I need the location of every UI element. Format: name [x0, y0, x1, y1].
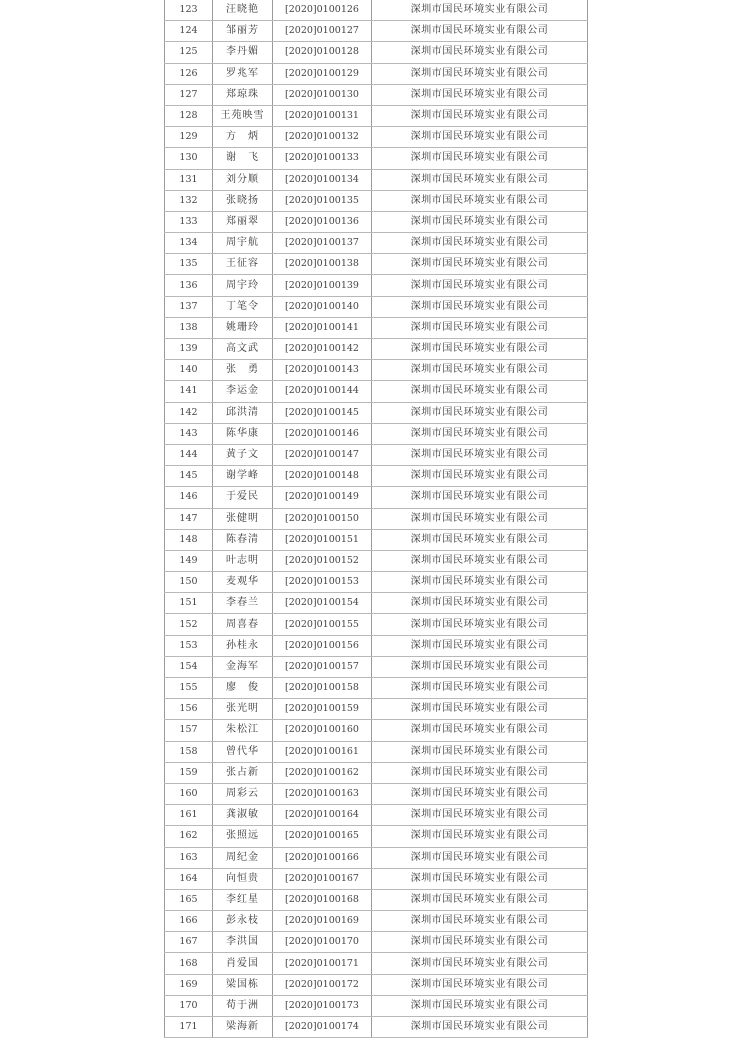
person-name-cell: 罗兆军	[213, 63, 273, 84]
certificate-number-cell: [2020]0100126	[273, 0, 372, 21]
person-name-cell: 陈华康	[213, 423, 273, 444]
organization-cell: 深圳市国民环境实业有限公司	[372, 720, 588, 741]
table-row	[165, 211, 588, 232]
certificate-number-cell: [2020]0100161	[273, 741, 372, 762]
row-number-cell: 126	[165, 63, 213, 84]
row-number-cell: 170	[165, 995, 213, 1016]
organization-cell: 深圳市国民环境实业有限公司	[372, 466, 588, 487]
organization-cell: 深圳市国民环境实业有限公司	[372, 974, 588, 995]
table-row	[165, 275, 588, 296]
certificate-number-cell: [2020]0100140	[273, 296, 372, 317]
row-number-cell: 149	[165, 550, 213, 571]
table-row	[165, 614, 588, 635]
organization-cell: 深圳市国民环境实业有限公司	[372, 762, 588, 783]
organization-cell: 深圳市国民环境实业有限公司	[372, 63, 588, 84]
organization-cell: 深圳市国民环境实业有限公司	[372, 296, 588, 317]
certificate-number-cell: [2020]0100143	[273, 360, 372, 381]
table-row	[165, 63, 588, 84]
certificate-number-cell: [2020]0100150	[273, 508, 372, 529]
person-name-cell: 廖 俊	[213, 678, 273, 699]
certificate-number-cell: [2020]0100138	[273, 254, 372, 275]
table-row	[165, 339, 588, 360]
certificate-number-cell: [2020]0100147	[273, 444, 372, 465]
organization-cell: 深圳市国民环境实业有限公司	[372, 444, 588, 465]
organization-cell: 深圳市国民环境实业有限公司	[372, 932, 588, 953]
certificate-number-cell: [2020]0100159	[273, 699, 372, 720]
organization-cell: 深圳市国民环境实业有限公司	[372, 614, 588, 635]
certificate-number-cell: [2020]0100139	[273, 275, 372, 296]
certificate-number-cell: [2020]0100170	[273, 932, 372, 953]
person-name-cell: 周宇玲	[213, 275, 273, 296]
row-number-cell: 155	[165, 678, 213, 699]
row-number-cell: 169	[165, 974, 213, 995]
table-row	[165, 423, 588, 444]
row-number-cell: 161	[165, 805, 213, 826]
certificate-number-cell: [2020]0100162	[273, 762, 372, 783]
certificate-number-cell: [2020]0100165	[273, 826, 372, 847]
row-number-cell: 153	[165, 635, 213, 656]
certificate-number-cell: [2020]0100174	[273, 1017, 372, 1038]
certificate-number-cell: [2020]0100144	[273, 381, 372, 402]
row-number-cell: 157	[165, 720, 213, 741]
certificate-number-cell: [2020]0100137	[273, 233, 372, 254]
certificate-number-cell: [2020]0100154	[273, 593, 372, 614]
row-number-cell: 167	[165, 932, 213, 953]
row-number-cell: 165	[165, 889, 213, 910]
row-number-cell: 168	[165, 953, 213, 974]
table-row	[165, 466, 588, 487]
organization-cell: 深圳市国民环境实业有限公司	[372, 550, 588, 571]
certificate-number-cell: [2020]0100141	[273, 317, 372, 338]
row-number-cell: 159	[165, 762, 213, 783]
person-name-cell: 黄子文	[213, 444, 273, 465]
certificate-number-cell: [2020]0100168	[273, 889, 372, 910]
table-row	[165, 360, 588, 381]
row-number-cell: 128	[165, 105, 213, 126]
row-number-cell: 134	[165, 233, 213, 254]
certificate-number-cell: [2020]0100148	[273, 466, 372, 487]
organization-cell: 深圳市国民环境实业有限公司	[372, 572, 588, 593]
row-number-cell: 123	[165, 0, 213, 21]
row-number-cell: 140	[165, 360, 213, 381]
organization-cell: 深圳市国民环境实业有限公司	[372, 211, 588, 232]
organization-cell: 深圳市国民环境实业有限公司	[372, 317, 588, 338]
person-name-cell: 邱洪清	[213, 402, 273, 423]
row-number-cell: 146	[165, 487, 213, 508]
person-name-cell: 汪晓艳	[213, 0, 273, 21]
organization-cell: 深圳市国民环境实业有限公司	[372, 148, 588, 169]
person-name-cell: 张 勇	[213, 360, 273, 381]
certificate-number-cell: [2020]0100142	[273, 339, 372, 360]
person-name-cell: 李丹媚	[213, 42, 273, 63]
certificate-number-cell: [2020]0100127	[273, 21, 372, 42]
table-row	[165, 974, 588, 995]
organization-cell: 深圳市国民环境实业有限公司	[372, 593, 588, 614]
table-row	[165, 635, 588, 656]
table-row	[165, 826, 588, 847]
person-name-cell: 朱松江	[213, 720, 273, 741]
row-number-cell: 160	[165, 783, 213, 804]
table-row	[165, 868, 588, 889]
person-name-cell: 张照远	[213, 826, 273, 847]
certificate-number-cell: [2020]0100131	[273, 105, 372, 126]
organization-cell: 深圳市国民环境实业有限公司	[372, 254, 588, 275]
row-number-cell: 150	[165, 572, 213, 593]
table-row	[165, 805, 588, 826]
row-number-cell: 127	[165, 84, 213, 105]
table-row	[165, 84, 588, 105]
organization-cell: 深圳市国民环境实业有限公司	[372, 381, 588, 402]
person-name-cell: 梁国栋	[213, 974, 273, 995]
table-row	[165, 381, 588, 402]
person-name-cell: 王征容	[213, 254, 273, 275]
table-row	[165, 656, 588, 677]
row-number-cell: 142	[165, 402, 213, 423]
certificate-number-cell: [2020]0100151	[273, 529, 372, 550]
organization-cell: 深圳市国民环境实业有限公司	[372, 889, 588, 910]
organization-cell: 深圳市国民环境实业有限公司	[372, 42, 588, 63]
certificate-number-cell: [2020]0100157	[273, 656, 372, 677]
organization-cell: 深圳市国民环境实业有限公司	[372, 826, 588, 847]
table-row	[165, 105, 588, 126]
organization-cell: 深圳市国民环境实业有限公司	[372, 656, 588, 677]
person-name-cell: 李春兰	[213, 593, 273, 614]
organization-cell: 深圳市国民环境实业有限公司	[372, 868, 588, 889]
row-number-cell: 148	[165, 529, 213, 550]
person-name-cell: 周喜春	[213, 614, 273, 635]
row-number-cell: 171	[165, 1017, 213, 1038]
organization-cell: 深圳市国民环境实业有限公司	[372, 21, 588, 42]
row-number-cell: 124	[165, 21, 213, 42]
certificate-number-cell: [2020]0100153	[273, 572, 372, 593]
row-number-cell: 130	[165, 148, 213, 169]
person-name-cell: 高文武	[213, 339, 273, 360]
table-row	[165, 932, 588, 953]
person-name-cell: 李运金	[213, 381, 273, 402]
roster-table	[164, 0, 588, 1038]
organization-cell: 深圳市国民环境实业有限公司	[372, 190, 588, 211]
certificate-number-cell: [2020]0100133	[273, 148, 372, 169]
table-row	[165, 783, 588, 804]
certificate-number-cell: [2020]0100145	[273, 402, 372, 423]
person-name-cell: 郑琼珠	[213, 84, 273, 105]
table-row	[165, 127, 588, 148]
roster-table-body	[165, 0, 588, 1038]
organization-cell: 深圳市国民环境实业有限公司	[372, 995, 588, 1016]
person-name-cell: 周纪金	[213, 847, 273, 868]
person-name-cell: 曾代华	[213, 741, 273, 762]
table-row	[165, 550, 588, 571]
organization-cell: 深圳市国民环境实业有限公司	[372, 0, 588, 21]
table-row	[165, 889, 588, 910]
table-row	[165, 720, 588, 741]
table-row	[165, 847, 588, 868]
table-row	[165, 699, 588, 720]
row-number-cell: 164	[165, 868, 213, 889]
person-name-cell: 张光明	[213, 699, 273, 720]
person-name-cell: 荀于洲	[213, 995, 273, 1016]
table-row	[165, 233, 588, 254]
row-number-cell: 154	[165, 656, 213, 677]
organization-cell: 深圳市国民环境实业有限公司	[372, 508, 588, 529]
person-name-cell: 张健明	[213, 508, 273, 529]
row-number-cell: 144	[165, 444, 213, 465]
organization-cell: 深圳市国民环境实业有限公司	[372, 360, 588, 381]
certificate-number-cell: [2020]0100164	[273, 805, 372, 826]
organization-cell: 深圳市国民环境实业有限公司	[372, 275, 588, 296]
organization-cell: 深圳市国民环境实业有限公司	[372, 953, 588, 974]
person-name-cell: 刘分顺	[213, 169, 273, 190]
person-name-cell: 于爱民	[213, 487, 273, 508]
row-number-cell: 137	[165, 296, 213, 317]
row-number-cell: 158	[165, 741, 213, 762]
certificate-number-cell: [2020]0100152	[273, 550, 372, 571]
person-name-cell: 郑丽翠	[213, 211, 273, 232]
table-row	[165, 762, 588, 783]
certificate-number-cell: [2020]0100171	[273, 953, 372, 974]
table-row	[165, 508, 588, 529]
person-name-cell: 方 炳	[213, 127, 273, 148]
certificate-number-cell: [2020]0100132	[273, 127, 372, 148]
person-name-cell: 丁笔令	[213, 296, 273, 317]
organization-cell: 深圳市国民环境实业有限公司	[372, 847, 588, 868]
row-number-cell: 129	[165, 127, 213, 148]
row-number-cell: 133	[165, 211, 213, 232]
certificate-number-cell: [2020]0100149	[273, 487, 372, 508]
table-row	[165, 741, 588, 762]
table-row	[165, 254, 588, 275]
person-name-cell: 张晓扬	[213, 190, 273, 211]
person-name-cell: 李洪国	[213, 932, 273, 953]
organization-cell: 深圳市国民环境实业有限公司	[372, 635, 588, 656]
person-name-cell: 王苑映雪	[213, 105, 273, 126]
table-row	[165, 487, 588, 508]
table-row	[165, 593, 588, 614]
organization-cell: 深圳市国民环境实业有限公司	[372, 169, 588, 190]
organization-cell: 深圳市国民环境实业有限公司	[372, 127, 588, 148]
organization-cell: 深圳市国民环境实业有限公司	[372, 783, 588, 804]
person-name-cell: 张占新	[213, 762, 273, 783]
certificate-number-cell: [2020]0100136	[273, 211, 372, 232]
certificate-number-cell: [2020]0100134	[273, 169, 372, 190]
organization-cell: 深圳市国民环境实业有限公司	[372, 1017, 588, 1038]
table-row	[165, 911, 588, 932]
row-number-cell: 147	[165, 508, 213, 529]
row-number-cell: 162	[165, 826, 213, 847]
person-name-cell: 肖爱国	[213, 953, 273, 974]
certificate-number-cell: [2020]0100129	[273, 63, 372, 84]
table-row	[165, 572, 588, 593]
row-number-cell: 125	[165, 42, 213, 63]
row-number-cell: 151	[165, 593, 213, 614]
certificate-number-cell: [2020]0100158	[273, 678, 372, 699]
certificate-number-cell: [2020]0100167	[273, 868, 372, 889]
table-row	[165, 995, 588, 1016]
organization-cell: 深圳市国民环境实业有限公司	[372, 105, 588, 126]
certificate-number-cell: [2020]0100128	[273, 42, 372, 63]
row-number-cell: 141	[165, 381, 213, 402]
person-name-cell: 周彩云	[213, 783, 273, 804]
row-number-cell: 143	[165, 423, 213, 444]
person-name-cell: 邹丽芳	[213, 21, 273, 42]
person-name-cell: 谢学峰	[213, 466, 273, 487]
certificate-number-cell: [2020]0100166	[273, 847, 372, 868]
certificate-number-cell: [2020]0100173	[273, 995, 372, 1016]
organization-cell: 深圳市国民环境实业有限公司	[372, 741, 588, 762]
person-name-cell: 梁海新	[213, 1017, 273, 1038]
table-row	[165, 169, 588, 190]
row-number-cell: 145	[165, 466, 213, 487]
person-name-cell: 向恒贵	[213, 868, 273, 889]
row-number-cell: 166	[165, 911, 213, 932]
organization-cell: 深圳市国民环境实业有限公司	[372, 423, 588, 444]
organization-cell: 深圳市国民环境实业有限公司	[372, 84, 588, 105]
certificate-number-cell: [2020]0100146	[273, 423, 372, 444]
person-name-cell: 陈春清	[213, 529, 273, 550]
person-name-cell: 彭永枝	[213, 911, 273, 932]
certificate-number-cell: [2020]0100160	[273, 720, 372, 741]
table-row	[165, 317, 588, 338]
certificate-number-cell: [2020]0100155	[273, 614, 372, 635]
person-name-cell: 姚珊玲	[213, 317, 273, 338]
organization-cell: 深圳市国民环境实业有限公司	[372, 339, 588, 360]
organization-cell: 深圳市国民环境实业有限公司	[372, 402, 588, 423]
organization-cell: 深圳市国民环境实业有限公司	[372, 487, 588, 508]
person-name-cell: 周宇航	[213, 233, 273, 254]
row-number-cell: 132	[165, 190, 213, 211]
certificate-number-cell: [2020]0100172	[273, 974, 372, 995]
row-number-cell: 138	[165, 317, 213, 338]
row-number-cell: 136	[165, 275, 213, 296]
organization-cell: 深圳市国民环境实业有限公司	[372, 233, 588, 254]
organization-cell: 深圳市国民环境实业有限公司	[372, 699, 588, 720]
organization-cell: 深圳市国民环境实业有限公司	[372, 678, 588, 699]
person-name-cell: 叶志明	[213, 550, 273, 571]
certificate-number-cell: [2020]0100169	[273, 911, 372, 932]
person-name-cell: 李红星	[213, 889, 273, 910]
row-number-cell: 163	[165, 847, 213, 868]
row-number-cell: 152	[165, 614, 213, 635]
organization-cell: 深圳市国民环境实业有限公司	[372, 911, 588, 932]
person-name-cell: 孙桂永	[213, 635, 273, 656]
table-row	[165, 0, 588, 21]
row-number-cell: 156	[165, 699, 213, 720]
table-row	[165, 529, 588, 550]
table-row	[165, 402, 588, 423]
certificate-number-cell: [2020]0100135	[273, 190, 372, 211]
row-number-cell: 139	[165, 339, 213, 360]
table-row	[165, 190, 588, 211]
table-row	[165, 1017, 588, 1038]
table-row	[165, 42, 588, 63]
organization-cell: 深圳市国民环境实业有限公司	[372, 529, 588, 550]
person-name-cell: 麦观华	[213, 572, 273, 593]
certificate-number-cell: [2020]0100156	[273, 635, 372, 656]
table-row	[165, 444, 588, 465]
row-number-cell: 135	[165, 254, 213, 275]
table-row	[165, 296, 588, 317]
table-row	[165, 21, 588, 42]
person-name-cell: 金海军	[213, 656, 273, 677]
table-row	[165, 678, 588, 699]
certificate-number-cell: [2020]0100130	[273, 84, 372, 105]
person-name-cell: 谢 飞	[213, 148, 273, 169]
table-row	[165, 148, 588, 169]
table-row	[165, 953, 588, 974]
row-number-cell: 131	[165, 169, 213, 190]
organization-cell: 深圳市国民环境实业有限公司	[372, 805, 588, 826]
certificate-number-cell: [2020]0100163	[273, 783, 372, 804]
person-name-cell: 龚淑敏	[213, 805, 273, 826]
